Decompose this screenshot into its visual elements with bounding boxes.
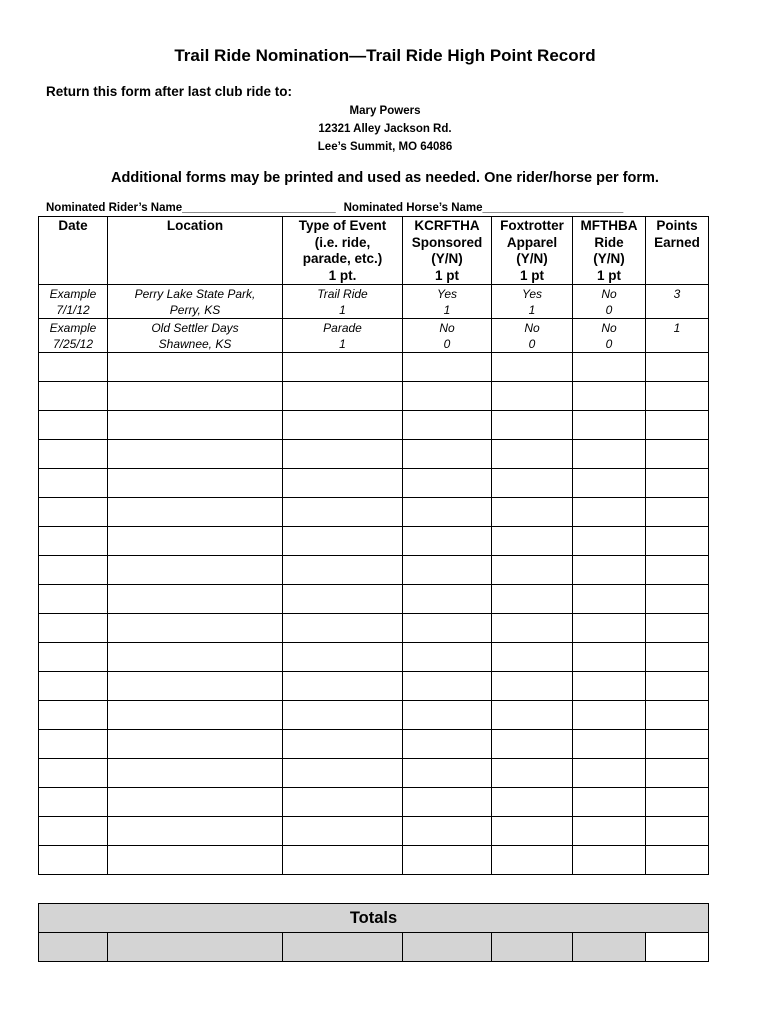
blank-entry-row <box>39 759 709 788</box>
entry-cell-location[interactable] <box>108 788 283 817</box>
cell-line: 1 pt <box>434 267 459 283</box>
entry-cell-mfthba[interactable] <box>573 730 646 759</box>
entry-cell-foxtrotter[interactable] <box>492 469 573 498</box>
form-title: Trail Ride Nomination—Trail Ride High Point Record <box>174 46 596 65</box>
entry-cell-type[interactable] <box>283 382 403 411</box>
totals-table <box>38 903 709 962</box>
entry-cell-mfthba[interactable] <box>573 817 646 846</box>
entry-cell-location[interactable] <box>108 353 283 382</box>
blank-entry-row <box>39 585 709 614</box>
totals-header-row <box>39 904 709 933</box>
return-instructions: Return this form after last club ride to: <box>46 84 293 99</box>
entry-cell-date[interactable] <box>39 730 108 759</box>
cell-line: 0 <box>443 337 451 351</box>
cell-line: 0 <box>605 303 613 317</box>
entry-cell-location[interactable] <box>108 730 283 759</box>
cell-line: (Y/N) <box>431 251 463 266</box>
entry-cell-foxtrotter[interactable] <box>492 556 573 585</box>
entry-cell-location[interactable] <box>108 817 283 846</box>
cell-line: Shawnee, KS <box>158 337 232 351</box>
entry-cell-foxtrotter[interactable] <box>492 585 573 614</box>
example-kcrftha <box>403 285 492 319</box>
entry-cell-points[interactable] <box>646 614 709 643</box>
blank-entry-row <box>39 556 709 585</box>
cell-line: Ride <box>594 234 624 250</box>
entry-cell-type[interactable] <box>283 730 403 759</box>
entry-cell-type[interactable] <box>283 846 403 875</box>
entry-cell-kcrftha[interactable] <box>403 411 492 440</box>
entry-cell-location[interactable] <box>108 643 283 672</box>
entry-cell-type[interactable] <box>283 759 403 788</box>
entry-cell-location[interactable] <box>108 846 283 875</box>
cell-line: 1 <box>528 303 536 317</box>
entry-cell-points[interactable] <box>646 440 709 469</box>
entry-cell-kcrftha[interactable] <box>403 759 492 788</box>
example-points <box>646 319 709 353</box>
entry-cell-type[interactable] <box>283 701 403 730</box>
cell-line: 3 <box>673 287 681 301</box>
blank-entry-row <box>39 469 709 498</box>
cell-line: 7/1/12 <box>56 303 90 317</box>
example-points <box>646 285 709 319</box>
cell-line: Location <box>166 218 224 233</box>
entry-cell-location[interactable] <box>108 614 283 643</box>
cell-line: parade, etc.) <box>302 251 383 266</box>
entry-cell-kcrftha[interactable] <box>403 701 492 730</box>
address-city: Lee’s Summit, MO 64086 <box>317 141 453 153</box>
example-date <box>39 285 108 319</box>
cell-line: Yes <box>521 287 542 301</box>
cell-line: No <box>439 321 455 335</box>
entry-cell-type[interactable] <box>283 556 403 585</box>
entry-cell-date[interactable] <box>39 556 108 585</box>
blank-entry-row <box>39 527 709 556</box>
blank-entry-row <box>39 730 709 759</box>
entry-cell-mfthba[interactable] <box>573 498 646 527</box>
entry-cell-kcrftha[interactable] <box>403 817 492 846</box>
entry-cell-mfthba[interactable] <box>573 759 646 788</box>
entry-cell-foxtrotter[interactable] <box>492 788 573 817</box>
cell-line: Perry, KS <box>169 303 221 317</box>
entry-cell-location[interactable] <box>108 527 283 556</box>
header-type-of-event <box>283 217 403 285</box>
entry-cell-kcrftha[interactable] <box>403 846 492 875</box>
entry-cell-points[interactable] <box>646 353 709 382</box>
rider-name-field[interactable]: Nominated Rider’s Name________________________ <box>46 202 336 214</box>
entry-cell-mfthba[interactable] <box>573 411 646 440</box>
entry-cell-mfthba[interactable] <box>573 440 646 469</box>
entry-cell-mfthba[interactable] <box>573 701 646 730</box>
entry-cell-points[interactable] <box>646 498 709 527</box>
entry-cell-location[interactable] <box>108 759 283 788</box>
blank-entry-row <box>39 643 709 672</box>
cell-line: 7/25/12 <box>52 337 94 351</box>
example-foxtrotter <box>492 319 573 353</box>
cell-line: 1 <box>443 303 451 317</box>
example-row <box>39 319 709 353</box>
cell-line: Sponsored <box>411 234 483 250</box>
totals-cell-points[interactable] <box>646 933 709 962</box>
cell-line: 1 pt <box>519 267 544 283</box>
entry-cell-date[interactable] <box>39 672 108 701</box>
totals-cell-date <box>39 933 108 962</box>
entry-cell-location[interactable] <box>108 701 283 730</box>
entry-cell-points[interactable] <box>646 701 709 730</box>
header-date <box>39 217 108 285</box>
entry-cell-date[interactable] <box>39 643 108 672</box>
entry-cell-type[interactable] <box>283 498 403 527</box>
entry-cell-location[interactable] <box>108 498 283 527</box>
entry-cell-mfthba[interactable] <box>573 643 646 672</box>
entry-cell-points[interactable] <box>646 469 709 498</box>
totals-cell-type[interactable] <box>283 933 403 962</box>
cell-line: Perry Lake State Park, <box>134 287 256 301</box>
blank-entry-row <box>39 411 709 440</box>
header-location <box>108 217 283 285</box>
blank-entry-row <box>39 672 709 701</box>
entry-cell-mfthba[interactable] <box>573 846 646 875</box>
blank-entry-row <box>39 498 709 527</box>
cell-line: Trail Ride <box>317 287 368 301</box>
entry-cell-kcrftha[interactable] <box>403 643 492 672</box>
blank-entry-row <box>39 353 709 382</box>
cell-line: (Y/N) <box>593 251 625 266</box>
cell-line: Type of Event <box>298 218 387 233</box>
names-line <box>46 202 623 214</box>
entry-cell-date[interactable] <box>39 788 108 817</box>
entry-cell-points[interactable] <box>646 730 709 759</box>
cell-line: No <box>601 321 617 335</box>
entry-cell-date[interactable] <box>39 614 108 643</box>
entry-cell-type[interactable] <box>283 614 403 643</box>
cell-line: Parade <box>323 321 362 335</box>
entry-cell-location[interactable] <box>108 556 283 585</box>
example-location <box>108 319 283 353</box>
entry-cell-type[interactable] <box>283 411 403 440</box>
entry-cell-location[interactable] <box>108 672 283 701</box>
example-foxtrotter <box>492 285 573 319</box>
address-name: Mary Powers <box>349 105 421 117</box>
blank-entry-row <box>39 614 709 643</box>
entry-cell-kcrftha[interactable] <box>403 382 492 411</box>
cell-line: 1 pt <box>596 267 621 283</box>
entry-cell-points[interactable] <box>646 643 709 672</box>
entry-cell-date[interactable] <box>39 701 108 730</box>
entry-cell-mfthba[interactable] <box>573 469 646 498</box>
example-location <box>108 285 283 319</box>
cell-line: Yes <box>436 287 457 301</box>
entry-cell-date[interactable] <box>39 382 108 411</box>
cell-line: Foxtrotter <box>500 218 564 233</box>
entry-cell-location[interactable] <box>108 469 283 498</box>
entry-cell-kcrftha[interactable] <box>403 672 492 701</box>
totals-row <box>39 933 709 962</box>
cell-line: (Y/N) <box>516 251 548 266</box>
entry-cell-foxtrotter[interactable] <box>492 759 573 788</box>
cell-line: Example <box>49 321 97 335</box>
entry-cell-location[interactable] <box>108 411 283 440</box>
additional-forms-note: Additional forms may be printed and used as needed. One rider/horse per form. <box>111 170 659 186</box>
entry-cell-foxtrotter[interactable] <box>492 614 573 643</box>
cell-line: 1 pt. <box>328 267 357 283</box>
entry-cell-foxtrotter[interactable] <box>492 527 573 556</box>
entry-cell-foxtrotter[interactable] <box>492 701 573 730</box>
header-mfthba <box>573 217 646 285</box>
cell-line: Apparel <box>506 234 558 250</box>
entry-cell-foxtrotter[interactable] <box>492 846 573 875</box>
example-kcrftha <box>403 319 492 353</box>
entry-cell-foxtrotter[interactable] <box>492 498 573 527</box>
entry-cell-type[interactable] <box>283 672 403 701</box>
entry-cell-kcrftha[interactable] <box>403 730 492 759</box>
entry-cell-location[interactable] <box>108 585 283 614</box>
entry-cell-type[interactable] <box>283 817 403 846</box>
entry-cell-points[interactable] <box>646 411 709 440</box>
cell-line: Points <box>656 218 698 233</box>
entry-cell-foxtrotter[interactable] <box>492 672 573 701</box>
cell-line: No <box>524 321 540 335</box>
example-type <box>283 285 403 319</box>
entry-cell-location[interactable] <box>108 382 283 411</box>
blank-entry-row <box>39 817 709 846</box>
entry-cell-mfthba[interactable] <box>573 614 646 643</box>
entry-cell-kcrftha[interactable] <box>403 353 492 382</box>
entry-cell-date[interactable] <box>39 498 108 527</box>
entry-cell-kcrftha[interactable] <box>403 440 492 469</box>
entry-cell-date[interactable] <box>39 469 108 498</box>
cell-line: KCRFTHA <box>414 218 480 233</box>
entry-cell-points[interactable] <box>646 382 709 411</box>
entry-cell-type[interactable] <box>283 469 403 498</box>
entry-cell-foxtrotter[interactable] <box>492 440 573 469</box>
entry-cell-date[interactable] <box>39 527 108 556</box>
cell-line: 1 <box>339 303 346 317</box>
entry-cell-points[interactable] <box>646 585 709 614</box>
cell-line: Example <box>49 287 97 301</box>
cell-line: 1 <box>339 337 346 351</box>
entry-cell-points[interactable] <box>646 556 709 585</box>
cell-line: Earned <box>654 234 700 250</box>
entry-cell-mfthba[interactable] <box>573 353 646 382</box>
address-street: 12321 Alley Jackson Rd. <box>318 123 452 135</box>
totals-cell-location <box>108 933 283 962</box>
cell-line: No <box>601 287 617 301</box>
entry-cell-points[interactable] <box>646 788 709 817</box>
entry-cell-type[interactable] <box>283 353 403 382</box>
entry-cell-points[interactable] <box>646 846 709 875</box>
blank-entry-row <box>39 382 709 411</box>
entry-cell-date[interactable] <box>39 585 108 614</box>
cell-line: Date <box>58 218 88 233</box>
entry-cell-foxtrotter[interactable] <box>492 411 573 440</box>
entry-cell-points[interactable] <box>646 527 709 556</box>
entry-cell-kcrftha[interactable] <box>403 614 492 643</box>
entry-cell-points[interactable] <box>646 817 709 846</box>
blank-entry-row <box>39 788 709 817</box>
cell-line: Old Settler Days <box>151 321 239 335</box>
entry-cell-date[interactable] <box>39 759 108 788</box>
totals-cell-foxtrotter[interactable] <box>492 933 573 962</box>
cell-line: 0 <box>528 337 536 351</box>
entry-cell-points[interactable] <box>646 672 709 701</box>
totals-label: Totals <box>39 904 709 933</box>
example-type <box>283 319 403 353</box>
entry-cell-date[interactable] <box>39 440 108 469</box>
example-row <box>39 285 709 319</box>
header-kcrftha <box>403 217 492 285</box>
entry-cell-mfthba[interactable] <box>573 788 646 817</box>
blank-entry-row <box>39 701 709 730</box>
entry-cell-kcrftha[interactable] <box>403 469 492 498</box>
entry-cell-date[interactable] <box>39 411 108 440</box>
entry-cell-foxtrotter[interactable] <box>492 382 573 411</box>
entry-cell-date[interactable] <box>39 846 108 875</box>
blank-entry-row <box>39 440 709 469</box>
cell-line: (i.e. ride, <box>314 234 371 250</box>
totals-cell-mfthba[interactable] <box>573 933 646 962</box>
entry-cell-mfthba[interactable] <box>573 585 646 614</box>
entry-cell-location[interactable] <box>108 440 283 469</box>
header-foxtrotter <box>492 217 573 285</box>
entry-cell-foxtrotter[interactable] <box>492 643 573 672</box>
header-row <box>39 217 709 285</box>
entry-cell-kcrftha[interactable] <box>403 498 492 527</box>
entry-cell-kcrftha[interactable] <box>403 556 492 585</box>
example-mfthba <box>573 319 646 353</box>
cell-line: MFTHBA <box>580 218 638 233</box>
cell-line: 0 <box>605 337 613 351</box>
entry-cell-mfthba[interactable] <box>573 527 646 556</box>
entry-cell-mfthba[interactable] <box>573 672 646 701</box>
entry-cell-type[interactable] <box>283 788 403 817</box>
entry-cell-mfthba[interactable] <box>573 382 646 411</box>
entry-cell-kcrftha[interactable] <box>403 788 492 817</box>
cell-line: 1 <box>673 321 681 335</box>
entry-cell-kcrftha[interactable] <box>403 527 492 556</box>
example-date <box>39 319 108 353</box>
entry-cell-mfthba[interactable] <box>573 556 646 585</box>
return-address <box>0 102 770 156</box>
horse-name-field[interactable]: Nominated Horse’s Name______________________ <box>343 202 624 214</box>
entry-cell-type[interactable] <box>283 440 403 469</box>
example-mfthba <box>573 285 646 319</box>
entry-cell-type[interactable] <box>283 585 403 614</box>
entry-cell-foxtrotter[interactable] <box>492 353 573 382</box>
entry-cell-type[interactable] <box>283 643 403 672</box>
entry-cell-kcrftha[interactable] <box>403 585 492 614</box>
entry-cell-date[interactable] <box>39 353 108 382</box>
blank-entry-row <box>39 846 709 875</box>
entry-cell-points[interactable] <box>646 759 709 788</box>
entry-cell-foxtrotter[interactable] <box>492 817 573 846</box>
entry-cell-foxtrotter[interactable] <box>492 730 573 759</box>
header-points-earned <box>646 217 709 285</box>
totals-cell-kcrftha[interactable] <box>403 933 492 962</box>
entry-cell-type[interactable] <box>283 527 403 556</box>
entry-cell-date[interactable] <box>39 817 108 846</box>
high-point-record-table <box>38 216 709 875</box>
